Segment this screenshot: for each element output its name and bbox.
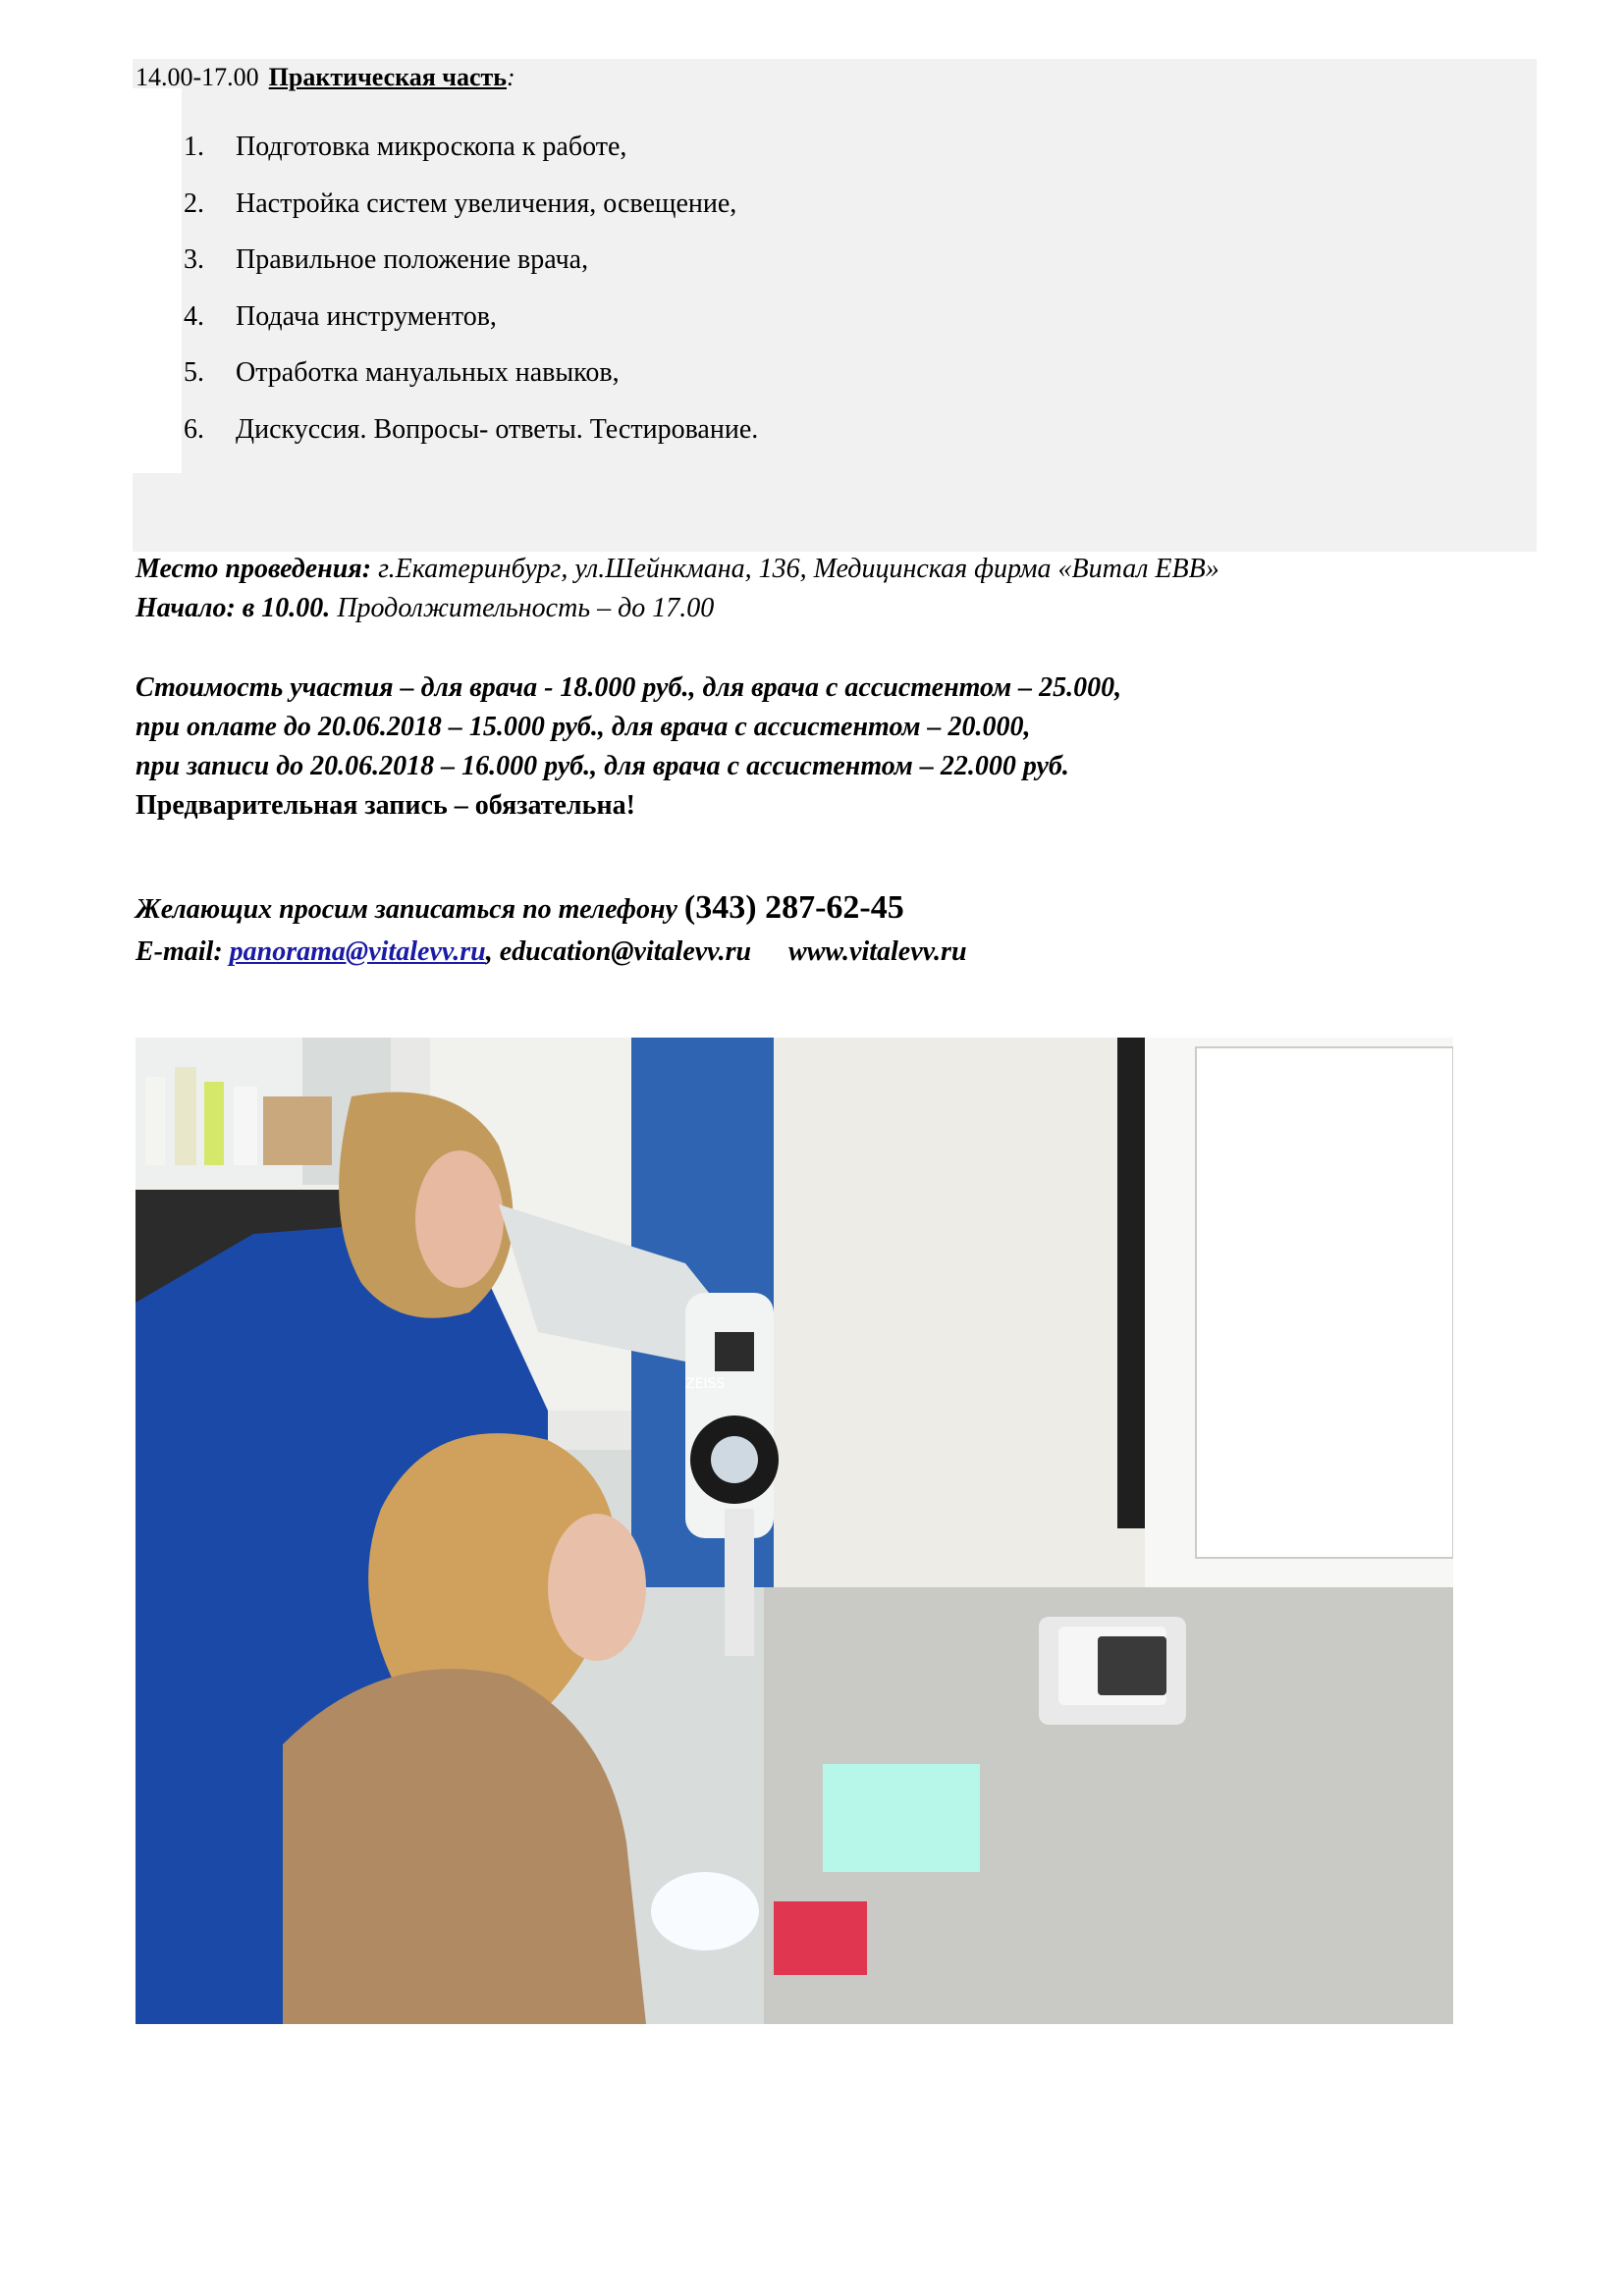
practical-heading-line [135, 61, 515, 94]
list-item: 4. Подача инструментов, [184, 300, 497, 332]
practical-time: 14.00-17.00 [135, 63, 259, 91]
list-item: 3. Правильное положение врача, [184, 244, 589, 275]
phone-label: Желающих просим записаться по телефону [135, 894, 684, 925]
practical-heading: Практическая часть [268, 63, 508, 91]
start-label: Начало: в 10.00. [135, 593, 331, 623]
venue-line [135, 551, 1219, 588]
start-value: Продолжительность – до 17.00 [330, 593, 715, 623]
microscope-brand-label: ZEISS [685, 1376, 726, 1392]
registration-note: Предварительная запись – обязательна! [135, 790, 635, 821]
website: www.vitalevv.ru [788, 936, 967, 967]
list-item: 5. Отработка мануальных навыков, [184, 357, 620, 388]
practical-list [184, 130, 758, 468]
email-label: E-mail: [135, 936, 230, 967]
list-item: 2. Настройка систем увеличения, освещение, [184, 187, 737, 219]
price-line-2: при оплате до 20.06.2018 – 15.000 руб., для врача с ассистентом – 20.000, [135, 712, 1031, 742]
email-link-panorama[interactable]: panorama@vitalevv.ru [229, 936, 486, 967]
phone-line [135, 889, 904, 929]
email-separator: , [485, 936, 500, 967]
email-education: education@vitalevv.ru [499, 936, 752, 967]
price-line-3: при записи до 20.06.2018 – 16.000 руб., для врача с ассистентом – 22.000 руб. [135, 751, 1069, 781]
training-photo [135, 1038, 1453, 2024]
email-line [135, 934, 967, 971]
venue-value: г.Екатеринбург, ул.Шейнкмана, 136, Медицинская фирма «Витал ЕВВ» [371, 554, 1219, 584]
start-line [135, 590, 714, 627]
venue-label: Место проведения: [135, 554, 372, 584]
list-item: 1. Подготовка микроскопа к работе, [184, 132, 627, 162]
phone-number: (343) 287-62-45 [683, 889, 904, 926]
practical-colon: : [507, 63, 515, 91]
program-block-indent [133, 88, 182, 473]
list-item: 6. Дискуссия. Вопросы- ответы. Тестирование. [184, 413, 759, 445]
price-line-1: Стоимость участия – для врача - 18.000 руб., для врача с ассистентом – 25.000, [135, 672, 1122, 703]
